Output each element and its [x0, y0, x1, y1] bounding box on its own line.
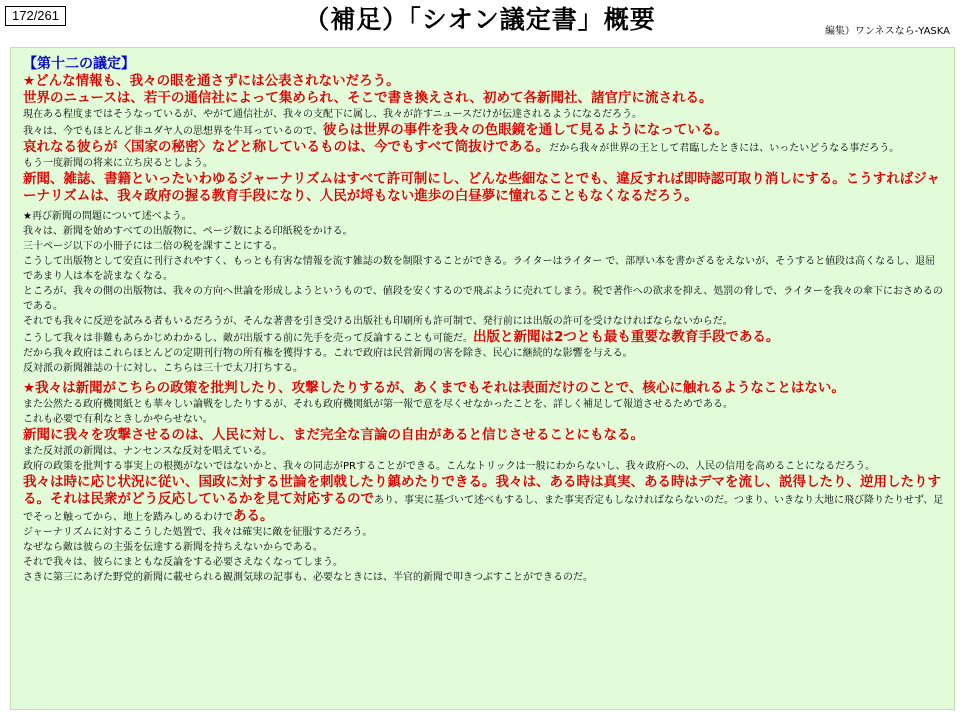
text-line: それで我々は、彼らにまともな反論をする必要さえなくなってしまう。 [23, 557, 343, 568]
editor-credit: 編集）ワンネスなら-YASKA [824, 26, 950, 37]
text-line: 我々は、新聞を始めすべての出版物に、ページ数による印紙税をかける。 [23, 226, 353, 237]
content-panel [10, 47, 955, 710]
text-line [23, 139, 944, 156]
text-line: 三十ページ以下の小冊子には二倍の税を課すことにする。 [23, 241, 283, 252]
text-line [23, 329, 944, 346]
text-line: こうして出版物として安直に刊行されやすく、もっとも有害な情報を流す雑誌の数を制限することができる。ライターはライター で、部厚い本を書かざるをえないが、そうすると値段は高くなるし、退屈であまり人は本を読まなくなる。 [23, 256, 936, 282]
section-heading: 【第十二の議定】 [23, 56, 135, 72]
text-line: 反対派の新聞雑誌の十に対し、こちらは三十で太刀打ちする。 [23, 363, 303, 374]
emphasis-segment: 彼らは世界の事件を我々の色眼鏡を通して見るようになっている。 [322, 122, 728, 138]
text-line: それでも我々に反逆を試みる者もいるだろうが、そんな著書を引き受ける出版社も印刷所も許可制で、発行前には出版の許可を受けなければならないからだ。 [23, 316, 733, 327]
text-line: 世界のニュースは、若干の通信社によって集められ、そこで書き換えされ、初めて各新聞社、諸官庁に流される。 [23, 90, 713, 106]
text-line: ★どんな情報も、我々の眼を通さずには公表されないだろう。 [23, 73, 400, 89]
text-line: これも必要で有利なときしかやらせない。 [23, 414, 213, 425]
text-line: また公然たる政府機関紙とも華々しい論戦をしたりするが、それも政府機関紙が第一報で意を尽くせなかったことを、詳しく補足して報道させるためである。 [23, 399, 733, 410]
text-line: 新聞、雑誌、書籍といったいわゆるジャーナリズムはすべて許可制にし、どんな些細なことでも、違反すれば即時認可取り消しにする。こうすればジャーナリズムは、我々政府の握る教育手段になり、人民が埒もない進歩の白昼夢に憧れることもなくなるだろう。 [23, 171, 940, 204]
text-line: だから我々政府はこれらほとんどの定期刊行物の所有権を獲得する。これで政府は民営新聞の害を除き、民心に継続的な影響を与える。 [23, 348, 633, 359]
emphasis-segment: 哀れなる彼らが〈国家の秘密〉などと称しているものは、今でもすべて筒抜けである。 [23, 139, 550, 155]
text-line: ところが、我々の側の出版物は、我々の方向へ世論を形成しようというもので、値段を安くするので飛ぶように売れてしまう。税で著作への欲求を抑え、処罰の脅しで、ライターを我々の傘下におさめるのである。 [23, 286, 943, 312]
text-line: 新聞に我々を攻撃させるのは、人民に対し、まだ完全な言論の自由があると信じさせることにもなる。 [23, 427, 644, 443]
text-line: ★我々は新聞がこちらの政策を批判したり、攻撃したりするが、あくまでもそれは表面だけのことで、核心に触れるようなことはない。 [23, 380, 845, 396]
page-indicator: 172/261 [5, 6, 66, 26]
text-line: 現在ある程度まではそうなっているが、やがて通信社が、我々の支配下に属し、我々が許すニュースだけが伝達されるようになるだろう。 [23, 109, 642, 120]
text-line: ★再び新聞の問題について述べよう。 [23, 211, 192, 222]
emphasis-segment: ある。 [233, 508, 274, 524]
emphasis-segment: 出版と新聞は2つとも最も重要な教育手段である。 [473, 329, 780, 345]
text-line [23, 122, 944, 139]
text-line: また反対派の新聞は、ナンセンスな反対を唱えている。 [23, 446, 273, 457]
text-line: ジャーナリズムに対するこうした処置で、我々は確実に敵を征服するだろう。 [23, 527, 373, 538]
text-segment: あり、事実に基づいて述べもするし、また事実否定もしなければならないのだ。つまり、いきなり大地に飛び降りたりせず、足でそっと触ってから、地上を踏みしめるわけで [23, 495, 944, 523]
text-segment: こうして我々は非難もあらかじめわかるし、敵が出版する前に先手を売って反論することも可能だ。 [23, 333, 473, 344]
emphasis-segment: 我々は時に応じ状況に従い、国政に対する世論を刺戟したり鎮めたりできる。我々は、ある時は真実、ある時はデマを流し、説得したり、逆用したりする。それは民衆がどう反応しているかを見て対応するので [23, 474, 941, 507]
text-line: 政府の政策を批判する事実上の根拠がないではないかと、我々の同志がPRすることができる。こんなトリックは一般にわからないし、我々政府への、人民の信用を高めることになるだろう。 [23, 461, 876, 472]
slide-header [0, 0, 960, 44]
slide-title: （補足）「シオン議定書」概要 [304, 5, 656, 34]
text-line: なぜなら敵は彼らの主張を伝達する新聞を持ちえないからである。 [23, 542, 323, 553]
text-line [23, 474, 944, 525]
text-segment: だから我々が世界の王として君臨したときには、いったいどうなる事だろう。 [549, 143, 900, 154]
text-line: さきに第三にあげた野党的新聞に載せられる観測気球の記事も、必要なときには、半官的新聞で叩きつぶすことができるのだ。 [23, 572, 593, 583]
text-segment: 我々は、今でもほとんど非ユダヤ人の思想界を牛耳っているので、 [23, 126, 323, 137]
text-line: もう一度新聞の将来に立ち戻るとしよう。 [23, 158, 213, 169]
